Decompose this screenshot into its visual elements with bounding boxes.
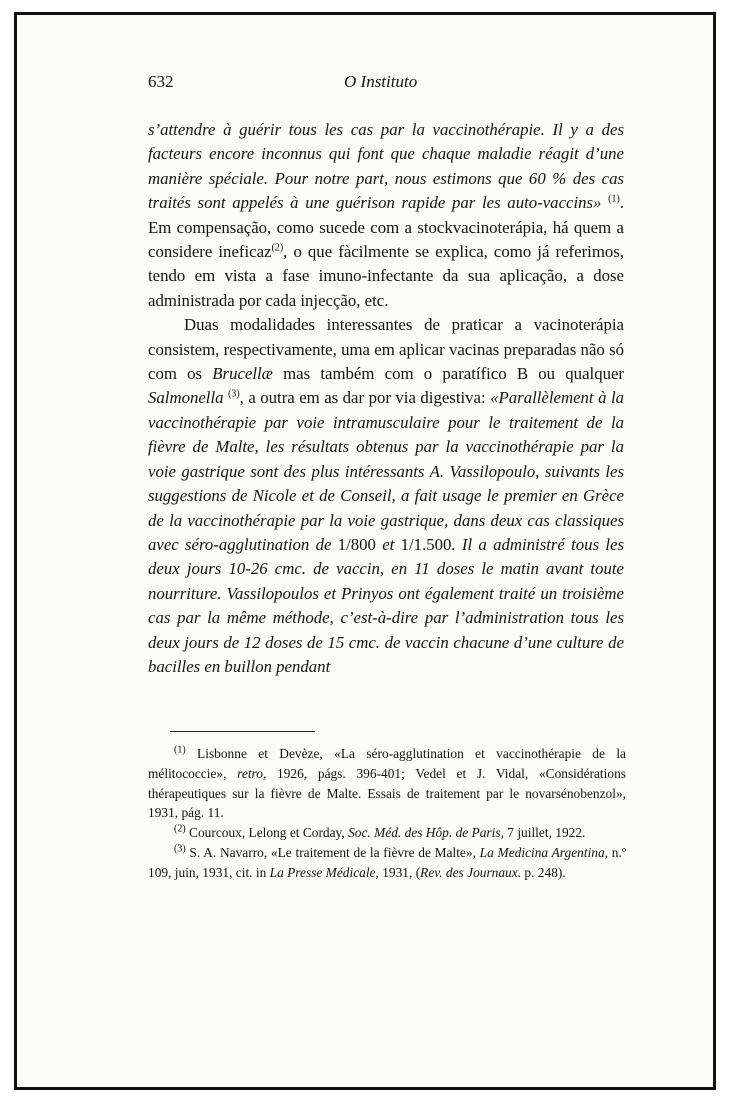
footnote-1-text-a: Lisbonne et Devèze, «La séro-agglutination et vaccinothérapie de la mélitococcie», [148, 746, 626, 781]
paragraph-2-text-b: mas também com o paratífico B ou qualquer [283, 364, 625, 384]
footnote-2-text-b: 7 juillet, 1922. [507, 825, 586, 841]
page-number: 632 [148, 72, 174, 91]
term-brucellae: Brucellæ [212, 364, 273, 384]
footnotes [148, 744, 626, 883]
footnote-divider [170, 731, 315, 732]
footnote-3-journal-1: La Medicina Argentina, [479, 844, 609, 860]
footnote-2-marker: (2) [174, 823, 186, 835]
french-quote-b: . Il a administré tous les deux jours 10-26 cmc. de vaccin, en 11 doses le matin avant toute nourriture. Vassilopoulos et Prinyos ont également traité un troisième cas par la même méthode, c’est-à-dire par l’administration tous les deux jours de 12 doses de 15 cmc. de vaccin chacune d’une culture de bacilles en buillon pendant [148, 534, 625, 676]
footnote-ref-3: (3) [228, 388, 240, 400]
paragraph-2-text-a: Duas modalidades interessantes de praticar a vacinoterápia consistem, respectivamente, uma em aplicar vacinas preparadas não só com os [148, 315, 624, 384]
footnote-1-marker: (1) [174, 744, 186, 756]
footnote-2-text-a: Courcoux, Lelong et Corday, [189, 825, 345, 841]
footnote-2-journal: Soc. Méd. des Hôp. de Paris, [348, 825, 504, 841]
paragraph-2 [148, 313, 624, 679]
footnote-ref-2: (2) [271, 242, 284, 254]
footnote-ref-1: (1) [608, 193, 620, 205]
quote-et: et [382, 534, 395, 554]
footnote-3-text-c: 1931, ( [382, 864, 421, 880]
footnote-1-retro: retro, [237, 765, 267, 781]
fraction-2: 1/1.500 [400, 534, 452, 554]
footnote-3-text-a: S. A. Navarro, «Le traitement de la fièvre de Malte», [189, 844, 476, 860]
french-quote-end: s’attendre à guérir tous les cas par la vaccinothérapie. Il y a des facteurs encore inconnus qui font que chaque maladie réagit d’une manière spéciale. Pour notre part, nous estimons que 60 % des cas traités sont appelés à une guérison rapide par les auto-vaccins» [148, 120, 624, 213]
running-title: O Instituto [344, 72, 418, 91]
french-quote-a: «Parallèlement à la vaccinothérapie par voie intramusculaire pour le traitement de la fièvre de Malte, les résultats obtenus par la vaccinothérapie par la voie gastrique sont des plus intéressants A. Vassilopoulo, suivants les suggestions de Nicole et de Conseil, a fait usage le premier en Grèce de la vaccinothérapie par la voie gastrique, dans deux cas classiques avec séro-agglutination de [148, 388, 624, 554]
paragraph-2-text-c: , a outra em as dar por via digestiva: [239, 388, 486, 408]
footnote-3-journal-3: Rev. des Journaux. [420, 864, 522, 880]
footnote-3-marker: (3) [174, 843, 186, 855]
footnote-3-text-d: p. 248). [524, 864, 566, 880]
footnote-3-journal-2: La Presse Médicale, [269, 864, 379, 880]
paragraph-1-text-b: , o que fàcilmente se explica, como já referimos, tendo em vista a fase imuno-infectante da sua aplicação, a dose administrada por cada injecção, etc. [148, 242, 624, 310]
footnote-2 [148, 823, 626, 843]
term-salmonella: Salmonella [148, 388, 224, 408]
fraction-1: 1/800 [337, 534, 376, 554]
paragraph-1 [148, 118, 624, 313]
footnote-3-text-b: n.º 109, juin, 1931, cit. in [148, 844, 626, 880]
page-header [148, 72, 624, 96]
footnote-1 [148, 744, 626, 823]
main-text [148, 118, 624, 679]
footnote-3 [148, 843, 626, 883]
paragraph-1-text-a: . Em compensação, como sucede com a stockvacinoterápia, há quem a considere ineficaz [148, 193, 624, 262]
footnote-1-text-b: 1926, págs. 396-401; Vedel et J. Vidal, «Considérations thérapeutiques sur la fièvre de Malte. Essais de traitement par le novarsénobenzol», 1931, pág. 11. [148, 765, 626, 821]
